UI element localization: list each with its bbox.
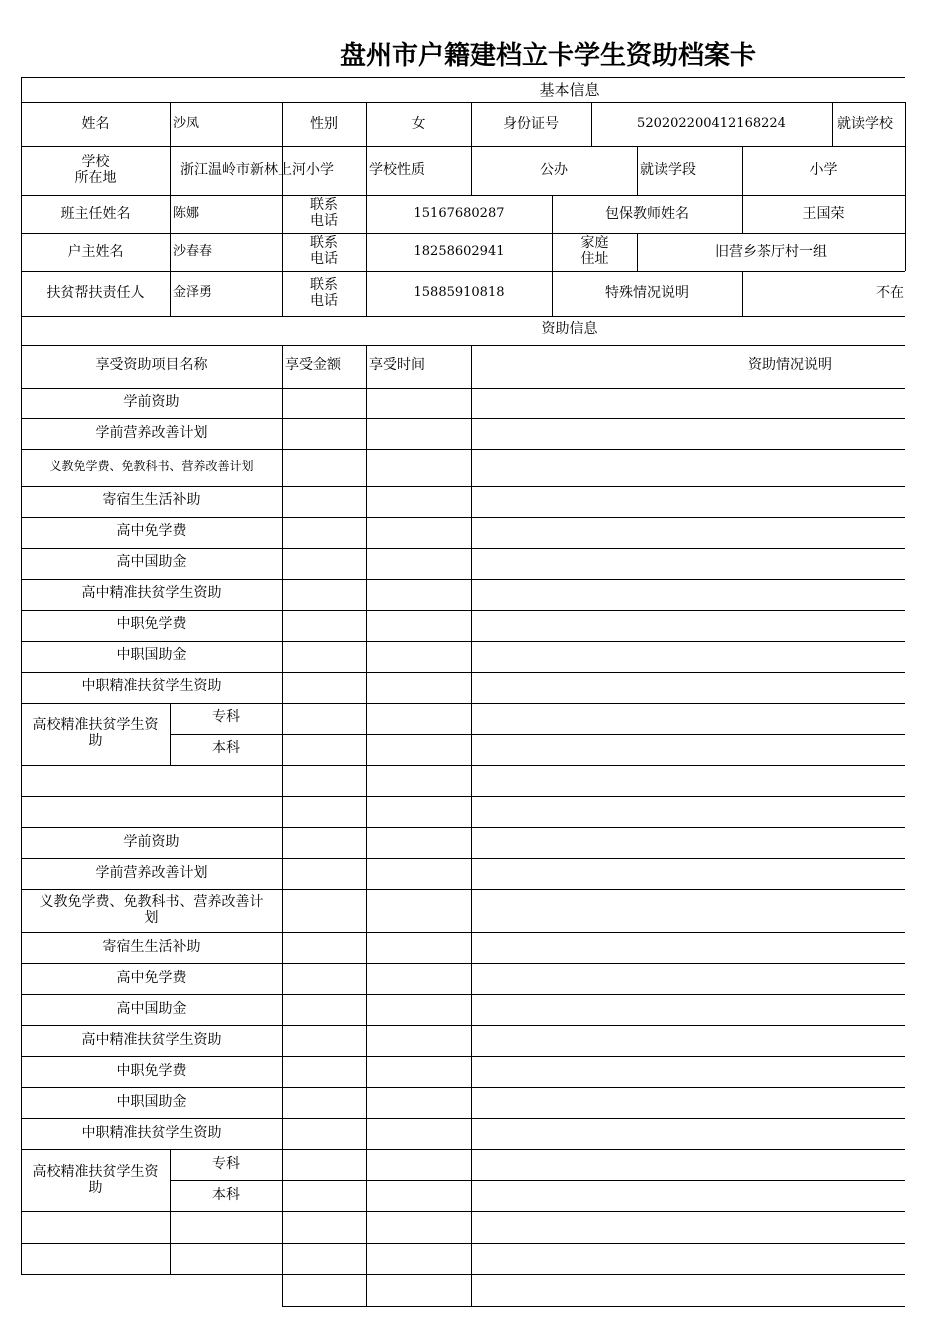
school-location-label-line1: 学校 xyxy=(81,154,110,170)
aid-item: 中职精准扶贫学生资助 xyxy=(81,1125,222,1141)
school-label: 就读学校 xyxy=(837,116,893,132)
helper-value: 金泽勇 xyxy=(173,285,213,300)
section-aid-info: 资助信息 xyxy=(541,321,598,337)
college-bachelor: 本科 xyxy=(212,1187,240,1203)
stage-label: 就读学段 xyxy=(640,162,696,178)
header-time: 享受时间 xyxy=(369,357,425,373)
stage-value: 小学 xyxy=(809,162,838,178)
mentor-label: 包保教师姓名 xyxy=(605,206,689,222)
aid-item: 中职精准扶贫学生资助 xyxy=(81,678,222,694)
householder-phone-label-line2: 电话 xyxy=(310,251,338,267)
section-basic-info: 基本信息 xyxy=(539,81,600,99)
college-aid-label-line1: 高校精准扶贫学生资 xyxy=(32,717,159,733)
aid-item: 学前营养改善计划 xyxy=(95,425,208,441)
aid-item: 中职免学费 xyxy=(116,616,187,632)
aid-item: 义教免学费、免教科书、营养改善计 xyxy=(39,894,264,910)
helper-phone-value: 15885910818 xyxy=(413,285,505,300)
aid-item: 学前资助 xyxy=(123,834,180,850)
aid-item: 中职国助金 xyxy=(116,1094,187,1110)
id-value: 520202200412168224 xyxy=(637,116,786,131)
teacher-phone-label-line2: 电话 xyxy=(310,213,338,229)
header-description: 资助情况说明 xyxy=(748,357,832,373)
helper-label: 扶贫帮扶责任人 xyxy=(46,285,145,301)
aid-item: 寄宿生生活补助 xyxy=(102,939,201,955)
aid-item: 高中精准扶贫学生资助 xyxy=(81,585,222,601)
aid-item: 高中精准扶贫学生资助 xyxy=(81,1032,222,1048)
aid-item: 学前营养改善计划 xyxy=(95,865,208,881)
id-label: 身份证号 xyxy=(503,116,559,132)
householder-phone-value: 18258602941 xyxy=(413,244,505,259)
aid-item: 中职免学费 xyxy=(116,1063,187,1079)
school-location-value: 浙江温岭市新林上河小学 xyxy=(180,162,334,178)
page-title: 盘州市户籍建档立卡学生资助档案卡 xyxy=(340,41,757,71)
school-type-value: 公办 xyxy=(540,162,568,178)
aid-item: 高中国助金 xyxy=(116,554,187,570)
school-type-label: 学校性质 xyxy=(369,162,425,178)
college-bachelor: 本科 xyxy=(212,740,240,756)
householder-value: 沙春春 xyxy=(173,244,213,259)
aid-item: 中职国助金 xyxy=(116,647,187,663)
school-location-label-line2: 所在地 xyxy=(74,170,117,186)
special-value: 不在 xyxy=(876,285,904,301)
householder-phone-label-line1: 联系 xyxy=(310,235,338,251)
address-label-line2: 住址 xyxy=(580,251,609,267)
helper-phone-label-line1: 联系 xyxy=(310,277,338,293)
teacher-phone-value: 15167680287 xyxy=(413,206,505,221)
aid-item: 学前资助 xyxy=(123,394,180,410)
college-junior: 专科 xyxy=(212,1156,240,1172)
college-aid-label-line2: 助 xyxy=(88,1180,103,1196)
header-amount: 享受金额 xyxy=(285,357,341,373)
householder-label: 户主姓名 xyxy=(67,244,124,260)
special-label: 特殊情况说明 xyxy=(605,285,689,301)
name-label: 姓名 xyxy=(81,116,110,132)
address-label-line1: 家庭 xyxy=(580,235,609,251)
aid-item: 高中免学费 xyxy=(116,970,187,986)
header-project: 享受资助项目名称 xyxy=(95,357,208,373)
aid-item: 义教免学费、免教科书、营养改善计划 xyxy=(49,459,254,473)
college-aid-label-line2: 助 xyxy=(88,733,103,749)
aid-item: 寄宿生生活补助 xyxy=(102,492,201,508)
helper-phone-label-line2: 电话 xyxy=(310,293,338,309)
gender-value: 女 xyxy=(411,116,426,132)
name-value: 沙凤 xyxy=(173,116,200,131)
college-junior: 专科 xyxy=(212,709,240,725)
address-value: 旧营乡茶厅村一组 xyxy=(715,244,827,260)
teacher-label: 班主任姓名 xyxy=(60,206,131,222)
aid-item: 高中免学费 xyxy=(116,523,187,539)
mentor-value: 王国荣 xyxy=(802,206,845,222)
gender-label: 性别 xyxy=(310,116,338,132)
aid-item: 高中国助金 xyxy=(116,1001,187,1017)
teacher-value: 陈娜 xyxy=(173,206,200,221)
teacher-phone-label-line1: 联系 xyxy=(310,197,338,213)
college-aid-label-line1: 高校精准扶贫学生资 xyxy=(32,1164,159,1180)
aid-item-continuation: 划 xyxy=(144,910,159,926)
